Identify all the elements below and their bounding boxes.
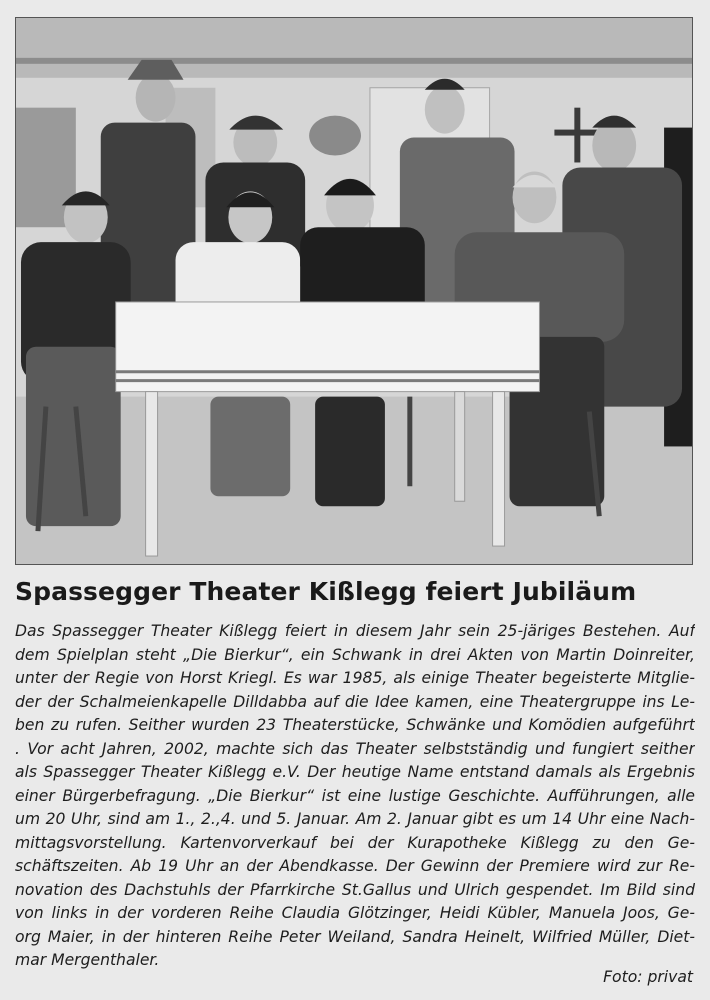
- article-body-line: von links in der vorderen Reihe Claudia Glötzinger, Heidi Kübler, Manuela Joos, Ge-: [15, 904, 695, 922]
- article-body-line: der der Schalmeienkapelle Dilldabba auf die Idee kamen, eine Theatergruppe ins Le-: [15, 692, 695, 711]
- article-body-line: mittagsvorstellung. Kartenvorverkauf bei der Kurapotheke Kißlegg zu den Ge-: [15, 833, 695, 852]
- article-body-line: Das Spassegger Theater Kißlegg feiert in diesem Jahr sein 25-järiges Bestehen. Auf: [15, 622, 695, 640]
- group-photo: [15, 17, 693, 565]
- photo-credit: Foto: privat: [603, 968, 693, 986]
- article-body: [15, 620, 695, 973]
- article-body-line: ben zu rufen. Seither wurden 23 Theaterstücke, Schwänke und Komödien aufgeführt: [15, 716, 695, 734]
- article-headline: Spassegger Theater Kißlegg feiert Jubiläum: [15, 577, 637, 606]
- article-body-line: schäftszeiten. Ab 19 Uhr an der Abendkasse. Der Gewinn der Premiere wird zur Re-: [15, 857, 695, 875]
- article-body-line: als Spassegger Theater Kißlegg e.V. Der heutige Name entstand damals als Ergebnis: [15, 763, 695, 781]
- article-body-line: unter der Regie von Horst Kriegl. Es war 1985, als einige Theater begeisterte Mitglie-: [15, 669, 695, 687]
- article-body-line: um 20 Uhr, sind am 1., 2.,4. und 5. Januar. Am 2. Januar gibt es um 14 Uhr eine Nach-: [15, 810, 695, 828]
- article-body-line: novation des Dachstuhls der Pfarrkirche St.Gallus und Ulrich gespendet. Im Bild sind: [15, 880, 695, 899]
- article-body-line: mar Mergenthaler.: [15, 951, 160, 969]
- group-photo-icon: [16, 18, 692, 564]
- article-body-line: . Vor acht Jahren, 2002, machte sich das Theater selbstständig und fungiert seither: [15, 739, 695, 758]
- article-body-line: einer Bürgerbefragung. „Die Bierkur“ ist eine lustige Geschichte. Aufführungen, alle: [15, 786, 695, 805]
- article-body-line: dem Spielplan steht „Die Bierkur“, ein Schwank in drei Akten von Martin Doinreiter,: [15, 645, 695, 664]
- article-body-line: org Maier, in der hinteren Reihe Peter Weiland, Sandra Heinelt, Wilfried Müller, Diet-: [15, 927, 695, 946]
